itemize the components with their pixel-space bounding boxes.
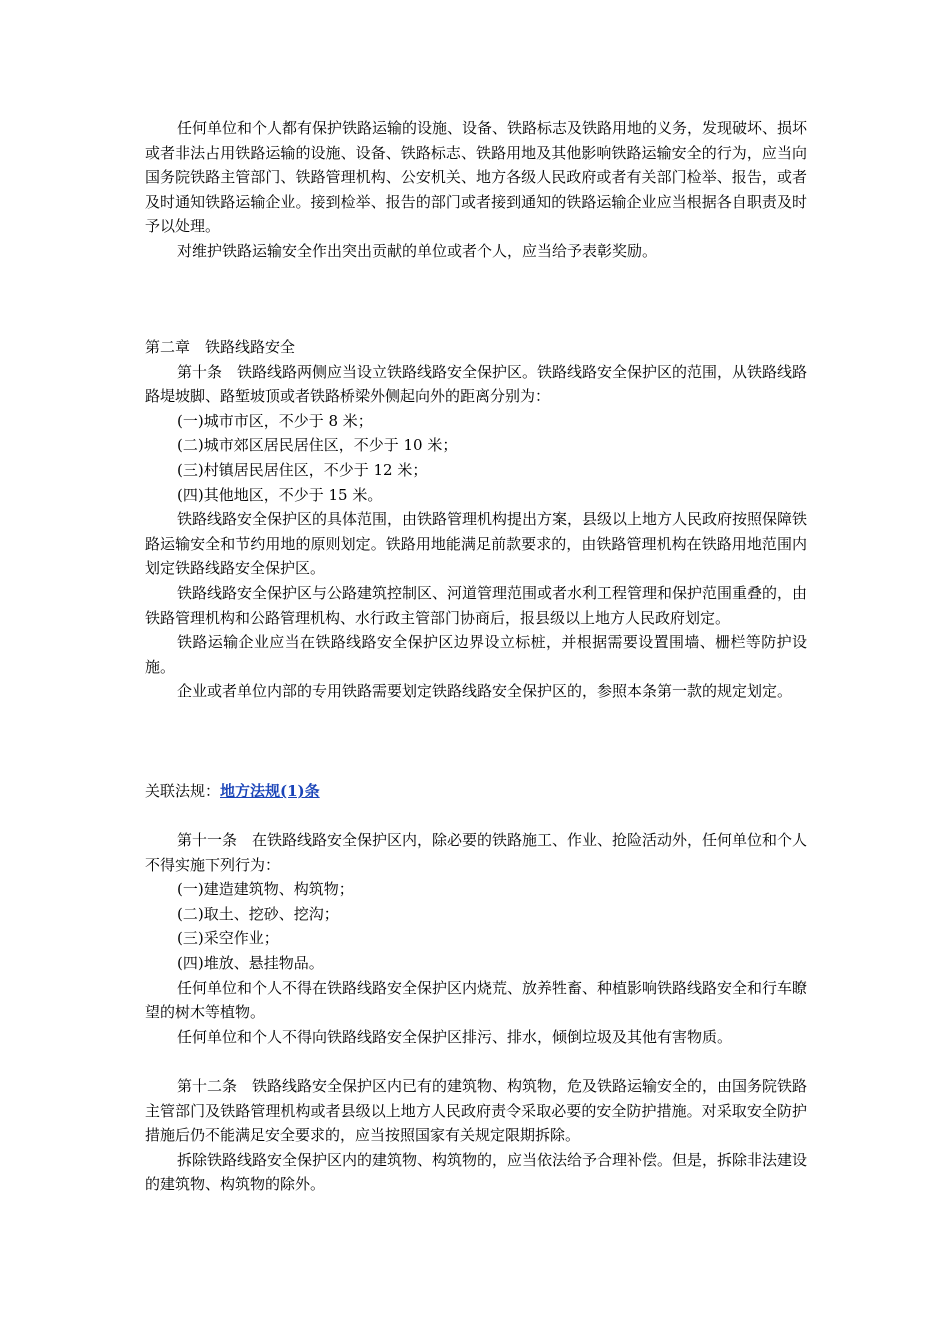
- list-item: (四)其他地区，不少于 15 米。: [177, 485, 383, 504]
- article-12-intro: 第十二条 铁路线路安全保护区内已有的建筑物、构筑物，危及铁路运输安全的，由国务院铁路主管部门及铁路管理机构或者县级以上地方人民政府责令采取必要的安全防护措施。对采取安全防护措施后仍不能满足安全要求的，应当按照国家有关规定限期拆除。: [145, 1077, 808, 1145]
- article-11-intro: 第十一条 在铁路线路安全保护区内，除必要的铁路施工、作业、抢险活动外，任何单位和个人不得实施下列行为：: [145, 831, 808, 874]
- list-item: (三)村镇居民居住区，不少于 12 米；: [177, 460, 428, 479]
- paragraph: 任何单位和个人不得在铁路线路安全保护区内烧荒、放养牲畜、种植影响铁路线路安全和行车瞭望的树木等植物。: [145, 978, 808, 1022]
- chapter-heading: 第二章 铁路线路安全: [145, 338, 296, 356]
- list-item: (一)城市市区，不少于 8 米；: [177, 411, 373, 430]
- related-regulations: [145, 779, 320, 803]
- list-item: (四)堆放、悬挂物品。: [177, 953, 324, 972]
- list-item: (二)取土、挖砂、挖沟；: [177, 904, 339, 923]
- list-item: (三)采空作业；: [177, 929, 279, 948]
- local-regulations-link[interactable]: 地方法规(1)条: [220, 782, 320, 800]
- paragraph: 任何单位和个人不得向铁路线路安全保护区排污、排水，倾倒垃圾及其他有害物质。: [177, 1027, 733, 1046]
- article-12-section: [145, 1074, 807, 1197]
- article-10-intro: 第十条 铁路线路两侧应当设立铁路线路安全保护区。铁路线路安全保护区的范围，从铁路线路路堤坡脚、路堑坡顶或者铁路桥梁外侧起向外的距离分别为：: [145, 362, 808, 406]
- paragraph: 拆除铁路线路安全保护区内的建筑物、构筑物的，应当依法给予合理补偿。但是，拆除非法建设的建筑物、构筑物的除外。: [145, 1150, 808, 1194]
- section-a: [145, 116, 807, 264]
- related-label: 关联法规：: [145, 782, 221, 800]
- chapter-2-section: [145, 335, 807, 704]
- list-item: (一)建造建筑物、构筑物；: [177, 880, 354, 899]
- paragraph: 企业或者单位内部的专用铁路需要划定铁路线路安全保护区的，参照本条第一款的规定划定。: [177, 682, 793, 701]
- list-item: (二)城市郊区居民居住区，不少于 10 米；: [177, 436, 458, 455]
- paragraph: 任何单位和个人都有保护铁路运输的设施、设备、铁路标志及铁路用地的义务，发现破坏、损坏或者非法占用铁路运输的设施、设备、铁路标志、铁路用地及其他影响铁路运输安全的行为，应当向国务院铁路主管部门、铁路管理机构、公安机关、地方各级人民政府或者有关部门检举、报告，或者及时通知铁路运输企业。接到检举、报告的部门或者接到通知的铁路运输企业应当根据各自职责及时予以处理。: [145, 119, 808, 236]
- paragraph: 铁路线路安全保护区与公路建筑控制区、河道管理范围或者水利工程管理和保护范围重叠的，由铁路管理机构和公路管理机构、水行政主管部门协商后，报县级以上地方人民政府划定。: [145, 583, 808, 627]
- article-11-section: [145, 828, 807, 1049]
- paragraph: 对维护铁路运输安全作出突出贡献的单位或者个人，应当给予表彰奖励。: [177, 241, 658, 260]
- paragraph: 铁路运输企业应当在铁路线路安全保护区边界设立标桩，并根据需要设置围墙、栅栏等防护设施。: [145, 633, 807, 676]
- paragraph: 铁路线路安全保护区的具体范围，由铁路管理机构提出方案，县级以上地方人民政府按照保障铁路运输安全和节约用地的原则划定。铁路用地能满足前款要求的，由铁路管理机构在铁路用地范围内划定铁路线路安全保护区。: [145, 510, 808, 578]
